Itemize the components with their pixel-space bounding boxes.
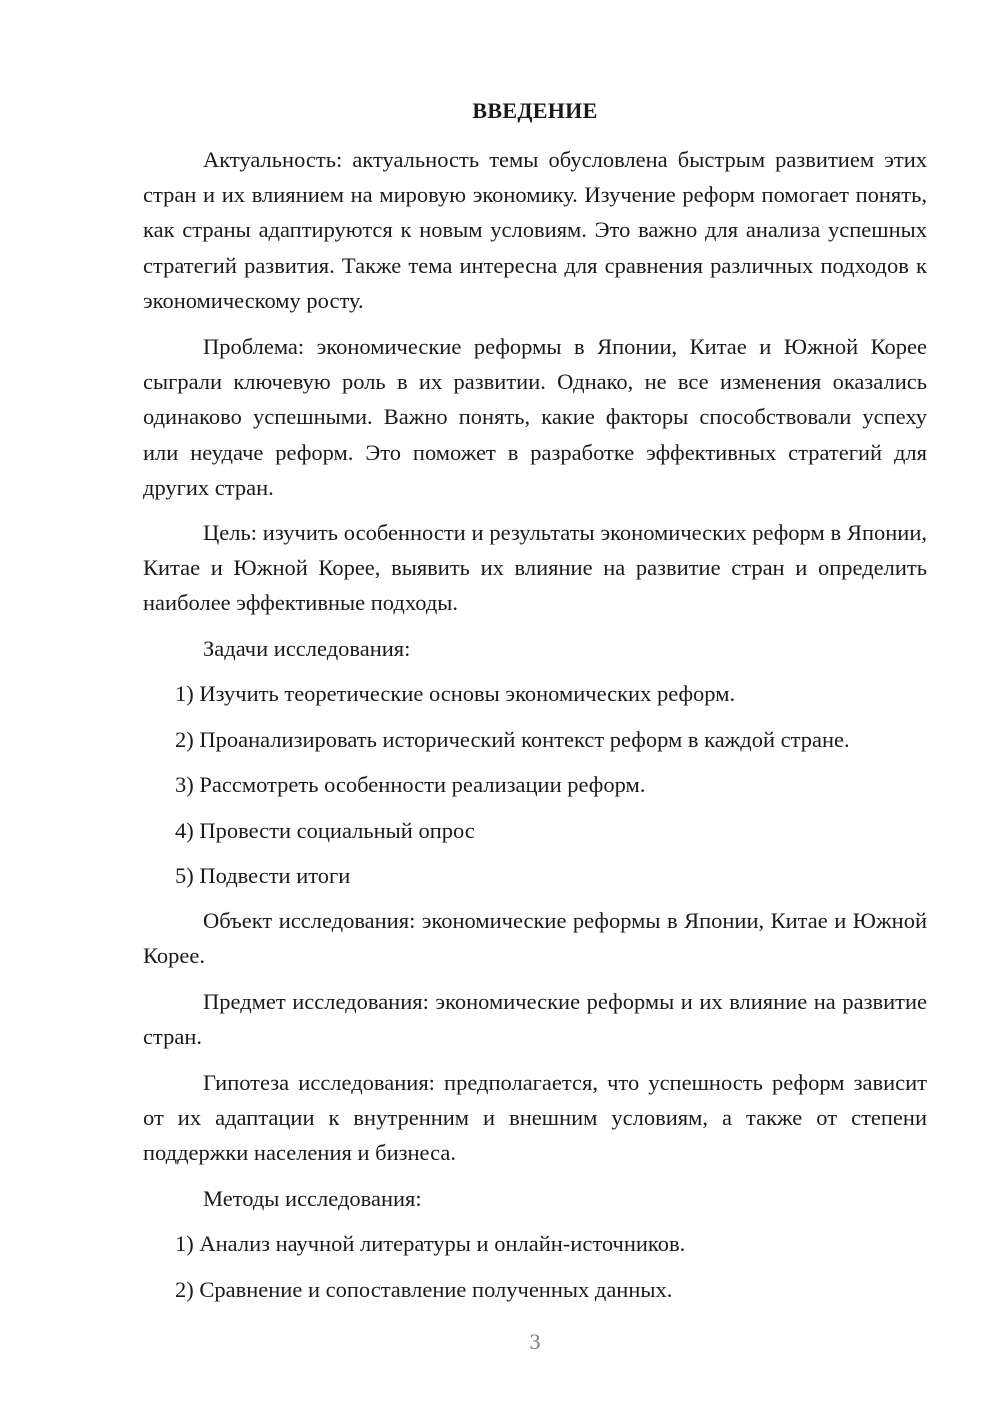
relevance-paragraph: Актуальность: актуальность темы обусловлена быстрым развитием этих стран и их влиянием на мировую экономику. Изучение реформ помогает понять, как страны адаптируются к новым условиям. Это важно для анализа успешных стратегий развития. Также тема интересна для сравнения различных подходов к экономическому росту. bbox=[143, 147, 927, 313]
task-item-5: 5) Подвести итоги bbox=[175, 863, 351, 888]
tasks-title: Задачи исследования: bbox=[203, 636, 411, 661]
task-item-3: 3) Рассмотреть особенности реализации реформ. bbox=[175, 772, 646, 797]
section-heading: ВВЕДЕНИЕ bbox=[472, 98, 598, 123]
object-paragraph: Объект исследования: экономические реформы в Японии, Китае и Южной Корее. bbox=[143, 908, 927, 969]
method-item-2: 2) Сравнение и сопоставление полученных данных. bbox=[175, 1277, 673, 1302]
task-item-1: 1) Изучить теоретические основы экономических реформ. bbox=[175, 681, 736, 706]
method-item-1: 1) Анализ научной литературы и онлайн-источников. bbox=[175, 1231, 686, 1256]
task-item-2: 2) Проанализировать исторический контекст реформ в каждой стране. bbox=[175, 727, 850, 752]
goal-paragraph: Цель: изучить особенности и результаты экономических реформ в Японии, Китае и Южной Корее, выявить их влияние на развитие стран и определить наиболее эффективные подходы. bbox=[143, 520, 927, 616]
problem-paragraph: Проблема: экономические реформы в Японии, Китае и Южной Корее сыграли ключевую роль в их развитии. Однако, не все изменения оказались одинаково успешными. Важно понять, какие факторы способствовали успеху или неудаче реформ. Это поможет в разработке эффективных стратегий для других стран. bbox=[143, 334, 927, 500]
task-item-4: 4) Провести социальный опрос bbox=[175, 818, 475, 843]
subject-paragraph: Предмет исследования: экономические реформы и их влияние на развитие стран. bbox=[143, 989, 927, 1050]
hypothesis-paragraph: Гипотеза исследования: предполагается, что успешность реформ зависит от их адаптации к внутренним и внешним условиям, а также от степени поддержки населения и бизнеса. bbox=[143, 1070, 927, 1166]
page-number: 3 bbox=[529, 1329, 541, 1354]
methods-title: Методы исследования: bbox=[203, 1186, 422, 1211]
